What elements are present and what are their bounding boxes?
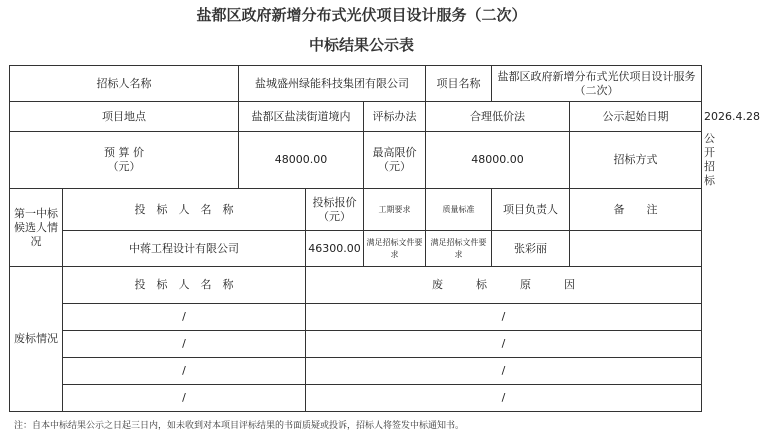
manager-value: 张彩丽 xyxy=(492,231,570,267)
max-price-label-line1: 最高限价 xyxy=(372,146,417,159)
quality-value: 满足招标文件要求 xyxy=(426,231,492,267)
footnote: 注：自本中标结果公示之日起三日内，如未收到对本项目评标结果的书面质疑或投诉，招标人将签发中标通知书。 xyxy=(14,421,465,431)
void-bid-label: 废标情况 xyxy=(10,267,63,412)
manager-header: 项目负责人 xyxy=(492,189,570,231)
void-bidder-header: 投 标 人 名 称 xyxy=(63,267,306,304)
project-name-value: 盐都区政府新增分布式光伏项目设计服务（二次） xyxy=(492,66,702,102)
void-bidder-cell: / xyxy=(63,331,306,358)
eval-method-label: 评标办法 xyxy=(364,102,426,132)
void-bidder-cell: / xyxy=(63,385,306,412)
page-title: 盐都区政府新增分布式光伏项目设计服务（二次） xyxy=(196,6,527,24)
winner-price: 46300.00 xyxy=(306,231,364,267)
void-bidder-cell: / xyxy=(63,304,306,331)
void-bidder-cell: / xyxy=(63,358,306,385)
budget-label-line1: 预 算 价 xyxy=(104,146,144,159)
start-date-label: 公示起始日期 xyxy=(570,102,702,132)
max-price-label xyxy=(364,132,426,189)
tenderer-value: 盐城盛州绿能科技集团有限公司 xyxy=(239,66,426,102)
remark-header: 备 注 xyxy=(570,189,702,231)
quality-header: 质量标准 xyxy=(426,189,492,231)
bid-price-header-line1: 投标报价 xyxy=(312,195,357,209)
project-name-label: 项目名称 xyxy=(426,66,492,102)
duration-value: 满足招标文件要求 xyxy=(364,231,426,267)
bid-price-header xyxy=(306,189,364,231)
winner-name: 中蒋工程设计有限公司 xyxy=(63,231,306,267)
bid-price-header-line2: （元） xyxy=(318,209,351,223)
first-candidate-label: 第一中标候选人情况 xyxy=(10,189,63,267)
void-reason-cell: / xyxy=(306,385,702,412)
remark-value xyxy=(570,231,702,267)
max-price-label-line2: （元） xyxy=(378,160,411,173)
budget-label xyxy=(10,132,239,189)
duration-header: 工期要求 xyxy=(364,189,426,231)
bidder-name-header: 投 标 人 名 称 xyxy=(63,189,306,231)
budget-label-line2: （元） xyxy=(107,160,141,173)
tenderer-label: 招标人名称 xyxy=(10,66,239,102)
max-price-value: 48000.00 xyxy=(426,132,570,189)
budget-value: 48000.00 xyxy=(239,132,364,189)
page-subtitle: 中标结果公示表 xyxy=(308,36,414,54)
location-label: 项目地点 xyxy=(10,102,239,132)
result-table: 招标人名称 盐城盛州绿能科技集团有限公司 项目名称 盐都区政府新增分布式光伏项目设计服务（二次） 项目地点 盐都区盐渎街道境内 评标办法 合理低价法 公示起始日期 2026.4.28 预 算 价 （元） 48000.00 最高限价 （元） 48000.00 招标方式 公开招标 第一中标候选人情况 投 标 人 名 称 投标报价 （元） 工期要求 质量标准 项目负责人 备 注 中蒋工程设计有限公司 46300.00 满足招标文件要求 满足招标文件要求 张彩丽 废标情况 投 标 人 名 称 废 标 原 因 / / / / / / / / xyxy=(9,65,702,412)
eval-method-value: 合理低价法 xyxy=(426,102,570,132)
void-reason-cell: / xyxy=(306,358,702,385)
bid-method-label: 招标方式 xyxy=(570,132,702,189)
location-value: 盐都区盐渎街道境内 xyxy=(239,102,364,132)
void-reason-cell: / xyxy=(306,304,702,331)
void-reason-cell: / xyxy=(306,331,702,358)
void-reason-header: 废 标 原 因 xyxy=(306,267,702,304)
